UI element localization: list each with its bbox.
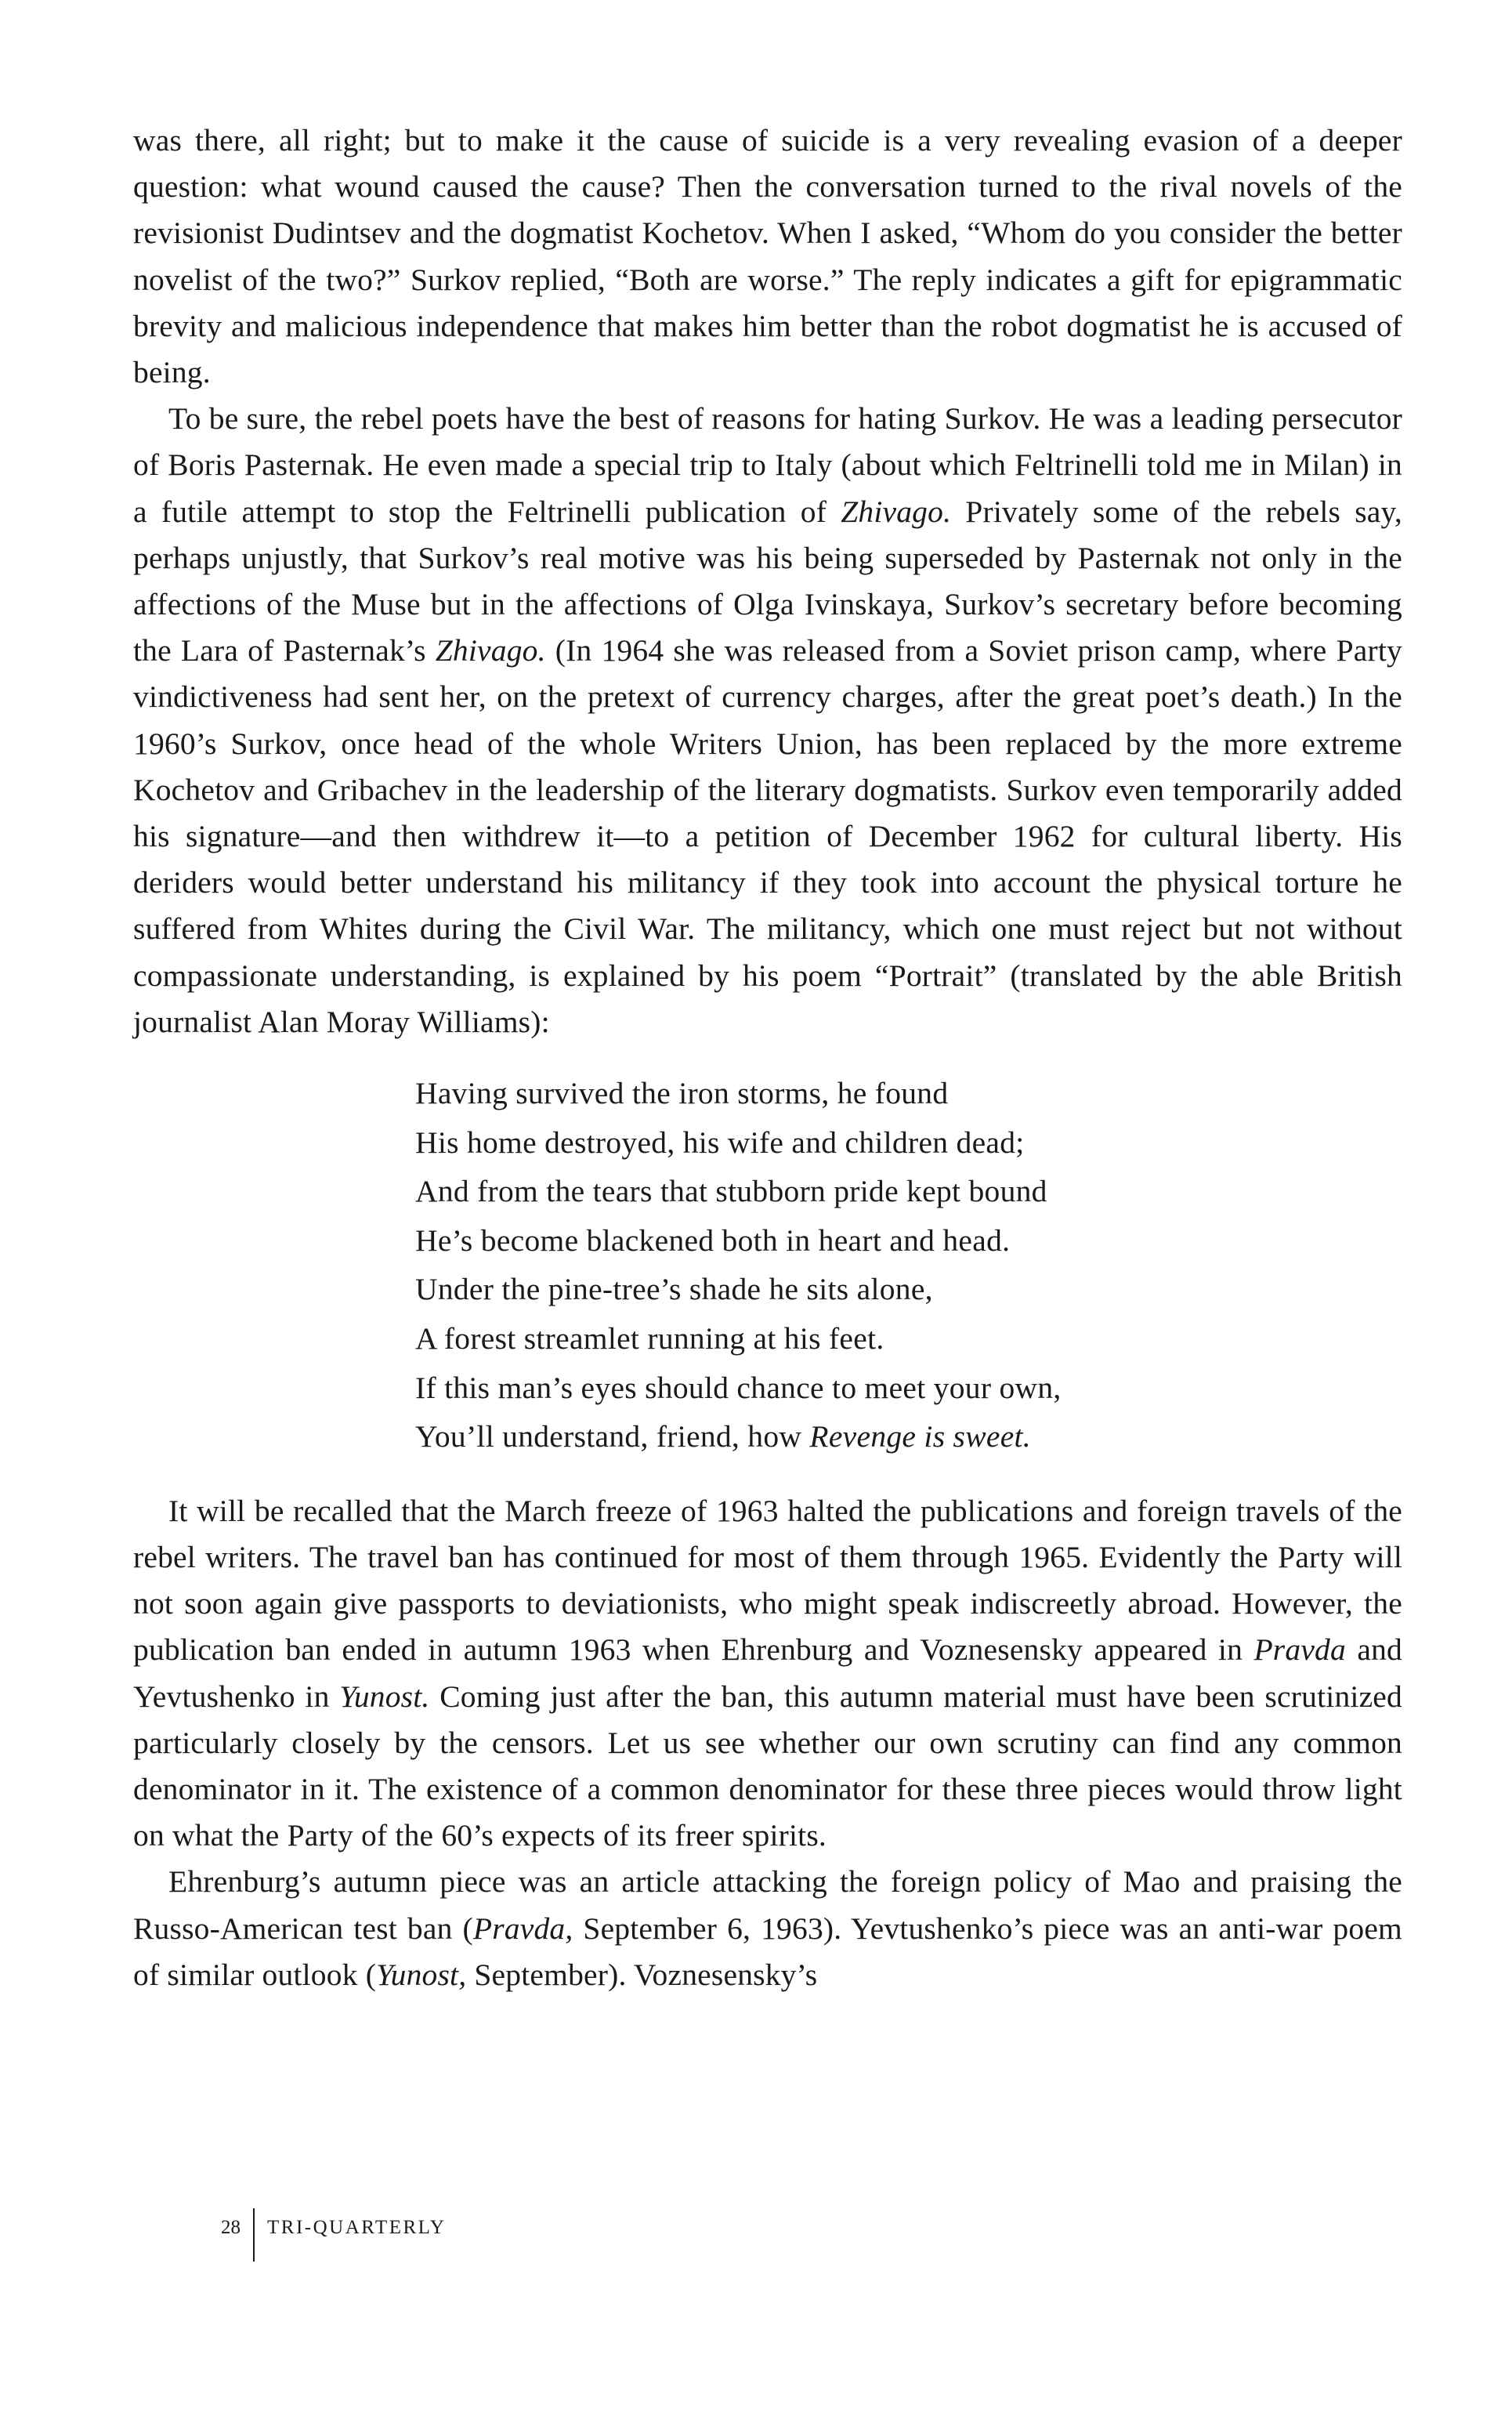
poem-line: And from the tears that stubborn pride kept bound (415, 1174, 1047, 1209)
paragraph-3-text-a: It will be recalled that the March freeze of 1963 halted the publications and foreign travels of the rebel writers. The travel ban has continued for most of them through 1965. Evidently the Party will not soon again give passports to deviationists, who might speak indiscreetly abroad. However, the publication ban ended in autumn 1963 when Ehrenburg and Voznesensky appeared in (133, 1493, 1402, 1668)
paragraph-3-text-c: Coming just after the ban, this autumn material must have been scrutinized particularly closely by the censors. Let us see whether our own scrutiny can find any common denominator in it. The existence of a common denominator for these three pieces would throw light on what the Party of the 60’s expects of its freer spirits. (133, 1679, 1402, 1853)
journal-name: TRI-QUARTERLY (267, 2217, 447, 2238)
paragraph-3-text-b: and Yevtushenko in (133, 1632, 1402, 1714)
paragraph-1 (133, 118, 1402, 396)
paragraph-4-italic-b: Yunost, (376, 1957, 467, 1992)
paragraph-3-italic-b: Yunost. (339, 1679, 430, 1714)
paragraph-2-italic-a: Zhivago. (841, 494, 952, 529)
poem-last-line-italic: Revenge is sweet. (809, 1419, 1031, 1454)
poem-line: He’s become blackened both in heart and head. (415, 1222, 1011, 1258)
paragraph-4-italic-a: Pravda, (472, 1911, 573, 1946)
paragraph-2-text-a: To be sure, the rebel poets have the best of reasons for hating Surkov. He was a leading persecutor of Boris Pasternak. He even made a special trip to Italy (about which Feltrinelli told me in Milan) in a futile attempt to stop the Feltrinelli publication of (133, 401, 1402, 529)
paragraph-2 (133, 396, 1402, 1045)
page-body (133, 118, 1402, 1998)
poem-last-line-text: You’ll understand, friend, how (415, 1419, 810, 1454)
page-number: 28 (221, 2217, 241, 2238)
poem-line: Having survived the iron storms, he found (415, 1076, 949, 1111)
paragraph-4-text-a: Ehrenburg’s autumn piece was an article attacking the foreign policy of Mao and praising the Russo-American test ban ( (133, 1864, 1402, 1946)
paragraph-4-text-c: September). Voznesensky’s (466, 1957, 818, 1992)
paragraph-1-text: was there, all right; but to make it the cause of suicide is a very revealing evasion of a deeper question: what wound caused the cause? Then the conversation turned to the rival novels of the revisionist Dudintsev and the dogmatist Kochetov. When I asked, “Whom do you consider the better novelist of the two?” Surkov replied, “Both are worse.” The reply indicates a gift for epigrammatic brevity and malicious independence that makes him better than the robot dogmatist he is accused of being. (133, 123, 1402, 390)
poem-line: If this man’s eyes should chance to meet your own, (415, 1370, 1062, 1405)
page-footer (221, 2208, 446, 2263)
paragraph-4-text-b: September 6, 1963). Yevtushenko’s piece was an anti-war poem of similar outlook ( (133, 1911, 1402, 1992)
poem-line: A forest streamlet running at his feet. (415, 1321, 884, 1356)
poem-last-line (415, 1412, 1402, 1461)
poem-line: His home destroyed, his wife and children dead; (415, 1125, 1025, 1160)
paragraph-4 (133, 1859, 1402, 1998)
paragraph-2-italic-b: Zhivago. (435, 633, 546, 668)
poem-line: Under the pine-tree’s shade he sits alone, (415, 1272, 933, 1307)
paragraph-2-text-c: (In 1964 she was released from a Soviet prison camp, where Party vindictiveness had sent her, on the pretext of currency charges, after the great poet’s death.) In the 1960’s Surkov, once head of the whole Writers Union, has been replaced by the more extreme Kochetov and Gribachev in the leadership of the literary dogmatists. Surkov even temporarily added his signature—and then withdrew it—to a petition of December 1962 for cultural liberty. His deriders would better understand his militancy if they took into account the physical torture he suffered from Whites during the Civil War. The militancy, which one must reject but not without compassionate understanding, is explained by his poem “Portrait” (translated by the able British journalist Alan Moray Williams): (133, 633, 1402, 1039)
paragraph-3 (133, 1488, 1402, 1860)
paragraph-3-italic-a: Pravda (1253, 1632, 1346, 1668)
poem-portrait (415, 1069, 1402, 1461)
paragraph-2-text-b: Privately some of the rebels say, perhaps unjustly, that Surkov’s real motive was his being superseded by Pasternak not only in the affections of the Muse but in the affections of Olga Ivinskaya, Surkov’s secretary before becoming the Lara of Pasternak’s (133, 494, 1402, 668)
